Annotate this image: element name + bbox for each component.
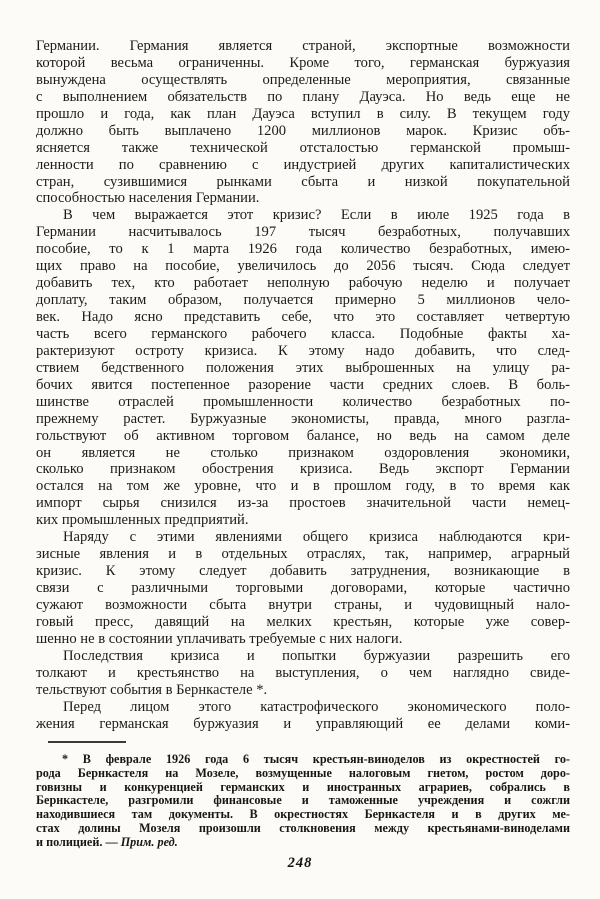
text-line: прежнему растет. Буржуазные экономисты, правда, много разгла- (36, 410, 570, 427)
text-line: стран, сузившимися рынками сбыта и низкой покупательной (36, 173, 570, 190)
page-number: 248 (287, 855, 313, 871)
text-line: Германии. Германия является страной, экспортные возможности (36, 38, 570, 54)
editor-note-label: Прим. ред. (120, 835, 178, 849)
text-line: говый пресс, давящий на мелких крестьян, которые уже совер- (36, 613, 570, 630)
text-line (36, 836, 570, 850)
text-line: щих право на пособие, увеличилось до 2056 тысяч. Сюда следует (36, 258, 570, 275)
text-line: ких промышленных предприятий. (36, 512, 249, 529)
text-line: шинстве отраслей промышленности количество безработных по- (36, 393, 570, 410)
text-line: добавить тех, кто работает неполную рабочую неделю и получает (36, 275, 570, 292)
text-line: говизны и конкуренцией германских и иностранных аграриев, собрались в (36, 780, 570, 794)
text-line: рактеризуют остроту кризиса. К этому надо добавить, что след- (36, 342, 570, 359)
text-line: с выполнением обязательств по плану Дауэса. Но ведь еще не (36, 88, 570, 105)
body-text (36, 38, 570, 732)
text-line: Последствия кризиса и попытки буржуазии разрешить его (63, 647, 570, 664)
text-line: часть всего германского рабочего класса. Подобные факты ха- (36, 325, 570, 342)
text-line: доплату, таким образом, получается примерно 5 миллионов чело- (36, 292, 570, 309)
text-line: способностью населения Германии. (36, 190, 260, 207)
text-line: кризис. К этому следует добавить затруднения, возникающие в (36, 563, 570, 580)
text-line: сколько признаком обострения кризиса. Ведь экспорт Германии (36, 461, 570, 478)
text-line: гольствуют об активном торговом балансе, но ведь на самом деле (36, 427, 570, 444)
text-line: толкают и крестьянство на выступления, о чем наглядно свиде- (36, 664, 570, 681)
text-line: он является не столько признаком оздоровления экономики, (36, 444, 570, 461)
text-line: связи с различными торговыми договорами, которые частично (36, 580, 570, 596)
footnote (36, 753, 570, 850)
text-line: жения германская буржуазия и управляющий ее делами коми- (36, 715, 570, 732)
text-line: стах долины Мозеля произошли столкновения между крестьянами-виноделами (36, 821, 570, 835)
text-line: век. Надо ясно представить себе, что это составляет четвертую (36, 309, 570, 325)
footnote-divider (48, 741, 126, 743)
text-line: Перед лицом этого катастрофического экономического поло- (63, 698, 570, 715)
text-line: ясняется также технической отсталостью германской промыш- (36, 139, 570, 156)
text-line: В чем выражается этот кризис? Если в июле 1925 года в (63, 207, 570, 224)
text-line: шенно не в состоянии уплачивать требуемые с них налоги. (36, 630, 403, 647)
text-line: Германии насчитывалось 197 тысяч безработных, получавших (36, 224, 570, 241)
footnote-last-line-text: и полицией. — (36, 835, 121, 849)
text-line: которой весьма ограниченны. Кроме того, германская буржуазия (36, 54, 570, 71)
text-line: Бернкастеле, разгромили финансовые и таможенные учреждения и сожгли (36, 794, 570, 808)
text-line: тельствуют события в Бернкастеле *. (36, 681, 268, 698)
text-line: находившиеся там документы. В окрестностях Бернкастеля и в других ме- (36, 808, 570, 822)
text-line: должно быть выплачено 1200 миллионов марок. Кризис объ- (36, 122, 570, 139)
text-line: ствием бедственного положения этих выброшенных на улицу ра- (36, 359, 570, 376)
text-line: зисные явления и в отдельных отраслях, так, например, аграрный (36, 546, 570, 563)
text-line: * В феврале 1926 года 6 тысяч крестьян-виноделов из окрестностей го- (62, 753, 570, 766)
text-line: Наряду с этими явлениями общего кризиса наблюдаются кри- (63, 529, 570, 546)
text-line: остался на том же уровне, что и в прошлом году, в то время как (36, 478, 570, 495)
text-line: сужают возможности сбыта внутри страны, и чудовищный нало- (36, 596, 570, 613)
text-line: импорт сырья снизился из-за простоев значительной части немец- (36, 495, 570, 512)
text-line: рода Бернкастеля на Мозеле, возмущенные налоговым гнетом, ростом доро- (36, 766, 570, 780)
text-line: вынуждена осуществлять определенные мероприятия, связанные (36, 71, 570, 88)
text-line: бочих явится постепенное разорение части средних слоев. В боль- (36, 376, 570, 393)
text-line: прошло и года, как план Дауэса вступил в силу. В текущем году (36, 105, 570, 122)
text-line: ленности по сравнению с индустрией других капиталистических (36, 156, 570, 173)
text-line: пособие, то к 1 марта 1926 года количество безработных, имею- (36, 241, 570, 258)
